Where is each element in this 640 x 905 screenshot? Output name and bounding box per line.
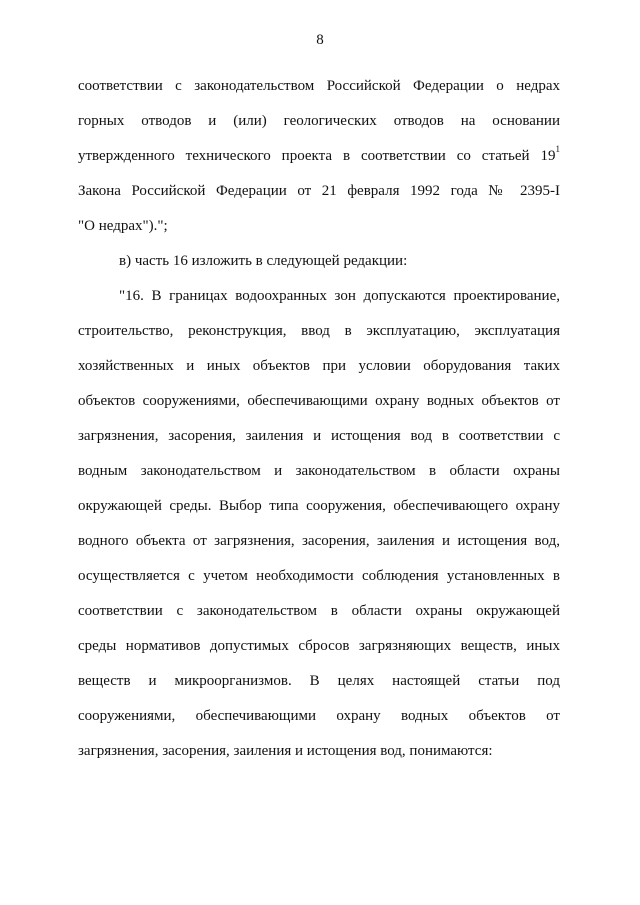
text-line: объектов сооружениями, обеспечивающими охрану водных объектов от [78, 393, 560, 409]
text-line [78, 146, 560, 166]
text-line: в) часть 16 изложить в следующей редакции: [119, 253, 408, 269]
text-line-content: утвержденного технического проекта в соответствии со статьей 19 [78, 148, 556, 164]
text-line: сооружениями, обеспечивающими охрану водных объектов от [78, 708, 560, 724]
text-line: соответствии с законодательством Российской Федерации о недрах [78, 78, 560, 94]
text-line: соответствии с законодательством в области охраны окружающей [78, 603, 560, 619]
text-line: осуществляется с учетом необходимости соблюдения установленных в [78, 568, 560, 584]
text-line: "О недрах")."; [78, 218, 168, 234]
text-line: Закона Российской Федерации от 21 февраля 1992 года № 2395-I [78, 183, 560, 199]
text-line: окружающей среды. Выбор типа сооружения, обеспечивающего охрану [78, 498, 560, 514]
text-line: строительство, реконструкция, ввод в эксплуатацию, эксплуатация [78, 323, 560, 339]
page-number: 8 [316, 32, 324, 48]
text-line: хозяйственных и иных объектов при условии оборудования таких [78, 358, 560, 374]
text-line: горных отводов и (или) геологических отводов на основании [78, 113, 560, 129]
superscript: 1 [555, 144, 560, 154]
text-line: загрязнения, засорения, заиления и истощения вод, понимаются: [78, 743, 493, 759]
text-line: "16. В границах водоохранных зон допускаются проектирование, [119, 288, 560, 304]
text-line: водным законодательством и законодательством в области охраны [78, 463, 560, 479]
text-line: веществ и микроорганизмов. В целях настоящей статьи под [78, 673, 560, 689]
text-line: загрязнения, засорения, заиления и истощения вод в соответствии с [78, 428, 560, 444]
text-line: среды нормативов допустимых сбросов загрязняющих веществ, иных [78, 638, 560, 654]
text-line: водного объекта от загрязнения, засорения, заиления и истощения вод, [78, 533, 560, 549]
